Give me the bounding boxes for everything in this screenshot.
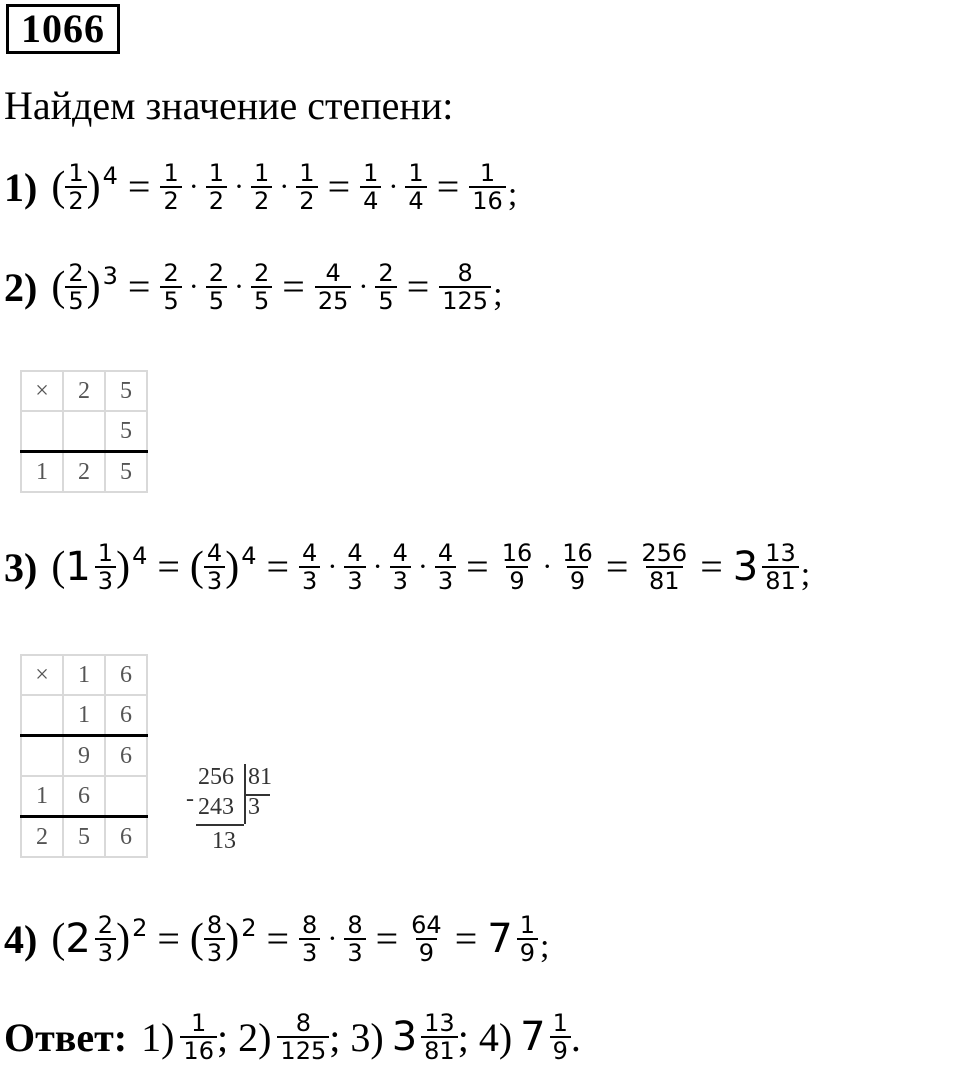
fraction: $\frac{64}{9}$ — [411, 911, 442, 967]
table-cell: 5 — [105, 371, 147, 411]
whole-part: 2 — [65, 916, 91, 962]
table-cell: 6 — [105, 655, 147, 695]
fraction: $\frac{2}{5}$ — [206, 260, 227, 314]
times-dot: · — [358, 270, 369, 303]
times-dot: · — [327, 550, 338, 583]
answer-item-label: 4) — [478, 1014, 513, 1060]
equation-label: 2) — [4, 264, 38, 310]
paren-close: ) — [116, 544, 131, 590]
paren-open: ( — [189, 916, 204, 962]
minus-sign: - — [186, 786, 194, 812]
equation-3 — [4, 540, 810, 594]
fraction: $\frac{1}{4}$ — [405, 160, 426, 214]
fraction: $\frac{4}{3}$ — [299, 540, 320, 594]
table-cell: 6 — [63, 776, 105, 817]
table-cell — [105, 776, 147, 817]
equals-sign: = — [127, 164, 151, 209]
answer-whole: 7 — [520, 1014, 546, 1060]
separator: ; — [329, 1014, 351, 1060]
answer-item-label: 3) — [350, 1014, 384, 1060]
answer-fraction: $\frac{8}{125}$ — [277, 1010, 329, 1064]
times-dot: · — [234, 170, 245, 203]
fraction: $\frac{4}{3}$ — [435, 540, 456, 594]
equals-sign: = — [406, 264, 430, 309]
fraction: $\frac{8}{3}$ — [344, 912, 365, 966]
paren-close: ) — [225, 544, 240, 590]
equation-4 — [4, 912, 549, 966]
table-cell — [63, 411, 105, 452]
paren-close: ) — [116, 916, 131, 962]
table-cell: × — [21, 655, 63, 695]
exponent: 4 — [102, 162, 118, 190]
times-dot: · — [188, 270, 199, 303]
paren-close: ) — [86, 264, 101, 310]
divisor: 81 — [248, 764, 272, 790]
answer-line — [4, 1010, 581, 1064]
subtrahend: 243 — [198, 794, 234, 820]
equals-sign: = — [466, 544, 489, 589]
equals-sign: = — [327, 164, 351, 209]
equation-label: 1) — [4, 164, 38, 210]
long-division — [186, 764, 296, 874]
paren-close: ) — [225, 916, 240, 962]
fraction: $\frac{2}{3}$ — [95, 912, 116, 966]
answer-label: Ответ: — [4, 1014, 128, 1060]
answer-item-label: 1) — [141, 1014, 175, 1060]
fraction: $\frac{4}{3}$ — [390, 540, 411, 594]
equation-1 — [4, 160, 517, 214]
equals-sign: = — [157, 916, 180, 961]
table-cell: 5 — [105, 452, 147, 493]
table-cell: 2 — [63, 452, 105, 493]
exponent: 3 — [102, 262, 118, 290]
table-cell: 1 — [21, 452, 63, 493]
table-cell — [21, 736, 63, 777]
paren-open: ( — [189, 544, 204, 590]
fraction: $\frac{8}{3}$ — [299, 912, 320, 966]
times-dot: · — [188, 170, 199, 203]
result-fraction: $\frac{13}{81}$ — [762, 540, 799, 594]
fraction: $\frac{2}{5}$ — [160, 260, 181, 314]
separator: ; — [457, 1014, 479, 1060]
fraction: $\frac{16}{9}$ — [501, 539, 533, 595]
result-fraction: $\frac{1}{16}$ — [469, 160, 506, 214]
multiplication-table-2 — [20, 654, 148, 858]
fraction: $\frac{4}{3}$ — [204, 540, 225, 594]
result-whole: 3 — [732, 544, 759, 590]
fraction: $\frac{2}{5}$ — [375, 260, 396, 314]
table-cell: × — [21, 371, 63, 411]
fraction: $\frac{16}{9}$ — [562, 539, 593, 595]
times-dot: · — [388, 170, 399, 203]
result-whole: 7 — [487, 916, 513, 962]
fraction: $\frac{1}{2}$ — [296, 160, 317, 214]
semicolon: ; — [493, 276, 503, 313]
equals-sign: = — [436, 164, 460, 209]
fraction: $\frac{2}{5}$ — [65, 260, 86, 314]
equals-sign: = — [375, 916, 399, 961]
table-cell: 1 — [21, 776, 63, 817]
dividend: 256 — [198, 764, 234, 790]
fraction: $\frac{1}{2}$ — [65, 160, 86, 214]
semicolon: ; — [800, 556, 811, 593]
fraction: $\frac{1}{2}$ — [206, 160, 227, 214]
result-fraction: $\frac{8}{125}$ — [439, 260, 491, 314]
multiplication-table-1 — [20, 370, 148, 493]
times-dot: · — [372, 550, 383, 583]
table-cell — [21, 695, 63, 736]
remainder: 13 — [212, 828, 236, 854]
period: . — [570, 1014, 581, 1060]
problem-number: 1066 — [6, 4, 120, 54]
fraction: $\frac{2}{5}$ — [251, 260, 272, 314]
equation-label: 3) — [4, 544, 38, 590]
paren-open: ( — [51, 264, 66, 310]
fraction: $\frac{1}{2}$ — [251, 160, 272, 214]
table-cell: 1 — [63, 655, 105, 695]
semicolon: ; — [540, 928, 550, 965]
equals-sign: = — [454, 916, 478, 961]
separator: ; — [216, 1014, 239, 1060]
answer-fraction: $\frac{13}{81}$ — [421, 1010, 458, 1064]
table-cell — [21, 411, 63, 452]
answer-fraction: $\frac{1}{16}$ — [180, 1010, 217, 1064]
fraction: $\frac{256}{81}$ — [641, 539, 688, 595]
exponent: 2 — [241, 914, 257, 942]
answer-fraction: $\frac{1}{9}$ — [550, 1010, 571, 1064]
result-fraction: $\frac{1}{9}$ — [517, 912, 538, 966]
times-dot: · — [234, 270, 245, 303]
equals-sign: = — [127, 264, 151, 309]
whole-part: 1 — [65, 544, 91, 590]
equation-label: 4) — [4, 916, 38, 962]
table-cell: 6 — [105, 695, 147, 736]
semicolon: ; — [507, 176, 518, 213]
equals-sign: = — [266, 916, 290, 961]
paren-open: ( — [51, 916, 66, 962]
fraction: $\frac{8}{3}$ — [204, 912, 225, 966]
table-cell: 5 — [63, 817, 105, 858]
fraction: $\frac{1}{4}$ — [360, 160, 381, 214]
equals-sign: = — [605, 544, 629, 589]
times-dot: · — [542, 550, 553, 583]
times-dot: · — [279, 170, 290, 203]
table-cell: 6 — [105, 817, 147, 858]
table-cell: 2 — [21, 817, 63, 858]
fraction: $\frac{1}{2}$ — [160, 160, 181, 214]
paren-open: ( — [51, 164, 66, 210]
table-cell: 1 — [63, 695, 105, 736]
exponent: 4 — [241, 542, 257, 570]
table-cell: 5 — [105, 411, 147, 452]
equals-sign: = — [266, 544, 290, 589]
times-dot: · — [327, 922, 338, 955]
times-dot: · — [417, 550, 428, 583]
paren-close: ) — [86, 164, 101, 210]
table-cell: 9 — [63, 736, 105, 777]
equals-sign: = — [700, 544, 723, 589]
answer-whole: 3 — [391, 1014, 418, 1060]
fraction: $\frac{4}{25}$ — [315, 260, 352, 314]
table-cell: 6 — [105, 736, 147, 777]
equation-2 — [4, 260, 503, 314]
fraction: $\frac{4}{3}$ — [344, 540, 365, 594]
exponent: 4 — [132, 542, 148, 570]
quotient: 3 — [248, 794, 260, 820]
equals-sign: = — [282, 264, 305, 309]
equals-sign: = — [157, 544, 180, 589]
fraction: $\frac{1}{3}$ — [95, 540, 116, 594]
table-cell: 2 — [63, 371, 105, 411]
answer-item-label: 2) — [238, 1014, 272, 1060]
exponent: 2 — [132, 914, 148, 942]
subtraction-line — [196, 824, 244, 826]
paren-open: ( — [51, 544, 66, 590]
intro-text: Найдем значение степени: — [4, 83, 454, 128]
